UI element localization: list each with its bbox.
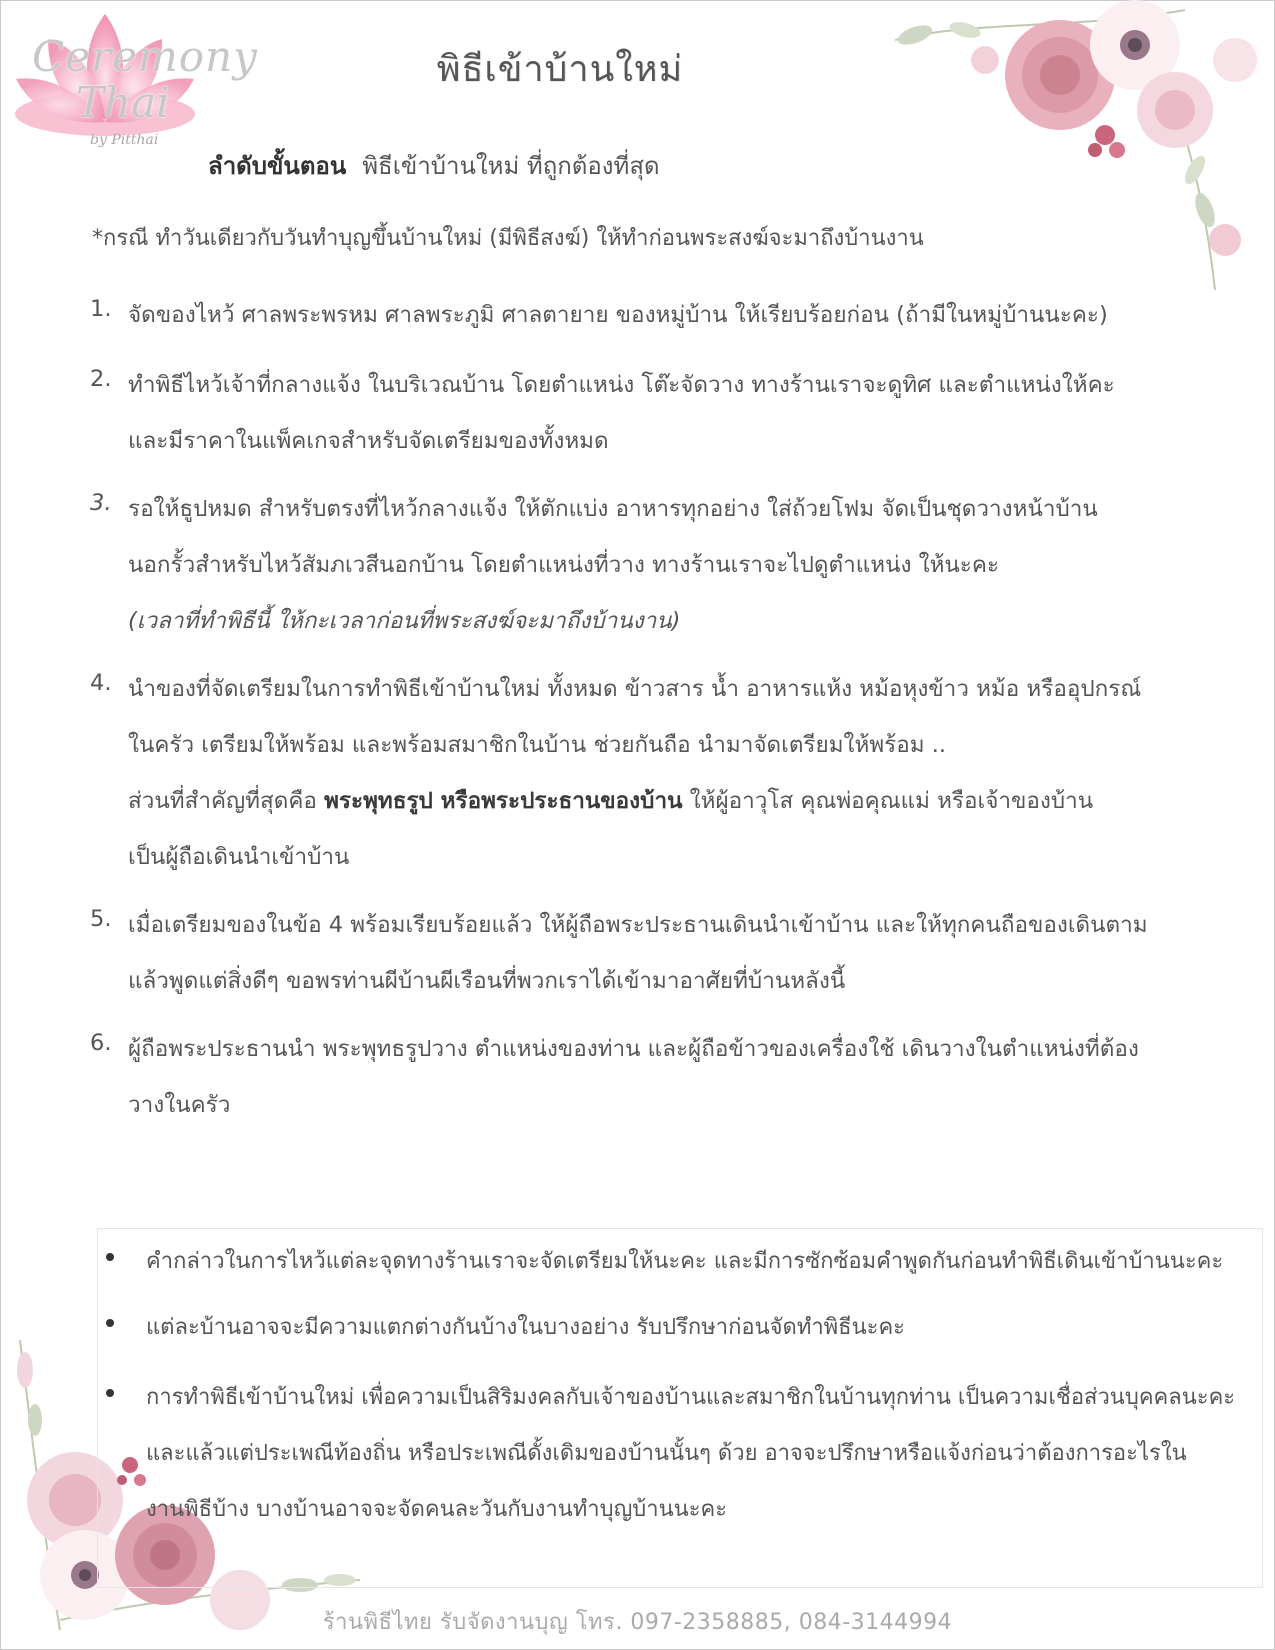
step-number: 4. (90, 670, 112, 696)
step-line: จัดของไหว้ ศาลพระพรหม ศาลพระภูมิ ศาลตายาย ของหมู่บ้าน ให้เรียบร้อยก่อน (ถ้ามีในหมู่บ้านนะคะ) (128, 302, 1108, 328)
subtitle-bold: ลำดับขั้นตอน (208, 152, 347, 180)
step-line: ผู้ถือพระประธานนำ พระพุทธรูปวาง ตำแหน่งของท่าน และผู้ถือข้าวของเครื่องใช้ เดินวางในตำแหน่งที่ต้อง (128, 1036, 1139, 1062)
step-line: เป็นผู้ถือเดินนำเข้าบ้าน (128, 844, 350, 870)
bullet-text: และแล้วแต่ประเพณีท้องถิ่น หรือประเพณีดั้งเดิมของบ้านนั้นๆ ด้วย อาจจะปรึกษาหรือแจ้งก่อนว่าต้องการอะไรใน (146, 1441, 1187, 1466)
step-line: แล้วพูดแต่สิ่งดีๆ ขอพรท่านผีบ้านผีเรือนที่พวกเราได้เข้ามาอาศัยที่บ้านหลังนี้ (128, 968, 846, 994)
footer-contact: ร้านพิธีไทย รับจัดงานบุญ โทร. 097-2358885, 084-3144994 (322, 1610, 953, 1635)
step-number: 6. (90, 1030, 112, 1056)
logo-byline: by Pitthai (90, 132, 159, 148)
important-suffix: ให้ผู้อาวุโส คุณพ่อคุณแม่ หรือเจ้าของบ้าน (682, 788, 1094, 814)
page-title: พิธีเข้าบ้านใหม่ (436, 49, 684, 90)
note-text: *กรณี ทำวันเดียวกับวันทำบุญขึ้นบ้านใหม่ (มีพิธีสงฆ์) ให้ทำก่อนพระสงฆ์จะมาถึงบ้านงาน (92, 226, 924, 251)
bullet-dot (106, 1389, 114, 1397)
step-number: 1. (90, 296, 112, 322)
step-line: ในครัว เตรียมให้พร้อม และพร้อมสมาชิกในบ้าน ช่วยกันถือ นำมาจัดเตรียมให้พร้อม .. (128, 732, 947, 758)
important-prefix: ส่วนที่สำคัญที่สุดคือ (128, 788, 325, 814)
step-line: นอกรั้วสำหรับไหว้สัมภเวสีนอกบ้าน โดยตำแหน่งที่วาง ทางร้านเราจะไปดูตำแหน่ง ให้นะคะ (128, 552, 1000, 578)
step-line: ทำพิธีไหว้เจ้าที่กลางแจ้ง ในบริเวณบ้าน โดยตำแหน่ง โต๊ะจัดวาง ทางร้านเราจะดูทิศ และตำแหน่งให้คะ (128, 372, 1115, 398)
step-number: 2. (90, 366, 112, 392)
bullet-text: คำกล่าวในการไหว้แต่ละจุดทางร้านเราจะจัดเตรียมให้นะคะ และมีการซักซ้อมคำพูดกันก่อนทำพิธีเดินเข้าบ้านนะคะ (146, 1249, 1224, 1274)
logo-text-line1: Ceremony (32, 32, 258, 81)
step-line: เมื่อเตรียมของในข้อ 4 พร้อมเรียบร้อยแล้ว ให้ผู้ถือพระประธานเดินนำเข้าบ้าน และให้ทุกคนถือของเดินตาม (128, 912, 1148, 938)
bullet-dot (106, 1253, 114, 1261)
step-italic-note: (เวลาที่ทำพิธีนี้ ให้กะเวลาก่อนที่พระสงฆ์จะมาถึงบ้านงาน) (128, 608, 681, 634)
subtitle (208, 146, 660, 185)
step-line: และมีราคาในแพ็คเกจสำหรับจัดเตรียมของทั้งหมด (128, 428, 609, 454)
bullet-dot (106, 1319, 114, 1327)
step-number: 5. (90, 906, 112, 932)
step-line: วางในครัว (128, 1092, 231, 1118)
bullet-text: การทำพิธีเข้าบ้านใหม่ เพื่อความเป็นสิริมงคลกับเจ้าของบ้านและสมาชิกในบ้านทุกท่าน เป็นความเชื่อส่วนบุคคลนะคะ (146, 1385, 1236, 1410)
notes-box (97, 1228, 1263, 1588)
step-number: 3. (90, 490, 112, 516)
bullet-text: แต่ละบ้านอาจจะมีความแตกต่างกันบ้างในบางอย่าง รับปรึกษาก่อนจัดทำพิธีนะคะ (146, 1315, 905, 1340)
important-bold: พระพุทธรูป หรือพระประธานของบ้าน (324, 788, 683, 814)
step-line-important (128, 782, 1093, 818)
bullet-text: งานพิธีบ้าง บางบ้านอาจจะจัดคนละวันกับงานทำบุญบ้านนะคะ (146, 1497, 728, 1522)
logo-text-line2: Thai (76, 78, 170, 127)
subtitle-rest: พิธีเข้าบ้านใหม่ ที่ถูกต้องที่สุด (362, 152, 660, 180)
step-line: นำของที่จัดเตรียมในการทำพิธีเข้าบ้านใหม่ ทั้งหมด ข้าวสาร น้ำ อาหารแห้ง หม้อหุงข้าว หม้อ หรืออุปกรณ์ (128, 676, 1142, 702)
step-line: รอให้ธูปหมด สำหรับตรงที่ไหว้กลางแจ้ง ให้ตักแบ่ง อาหารทุกอย่าง ใส่ถ้วยโฟม จัดเป็นชุดวางหน้าบ้าน (128, 496, 1098, 522)
